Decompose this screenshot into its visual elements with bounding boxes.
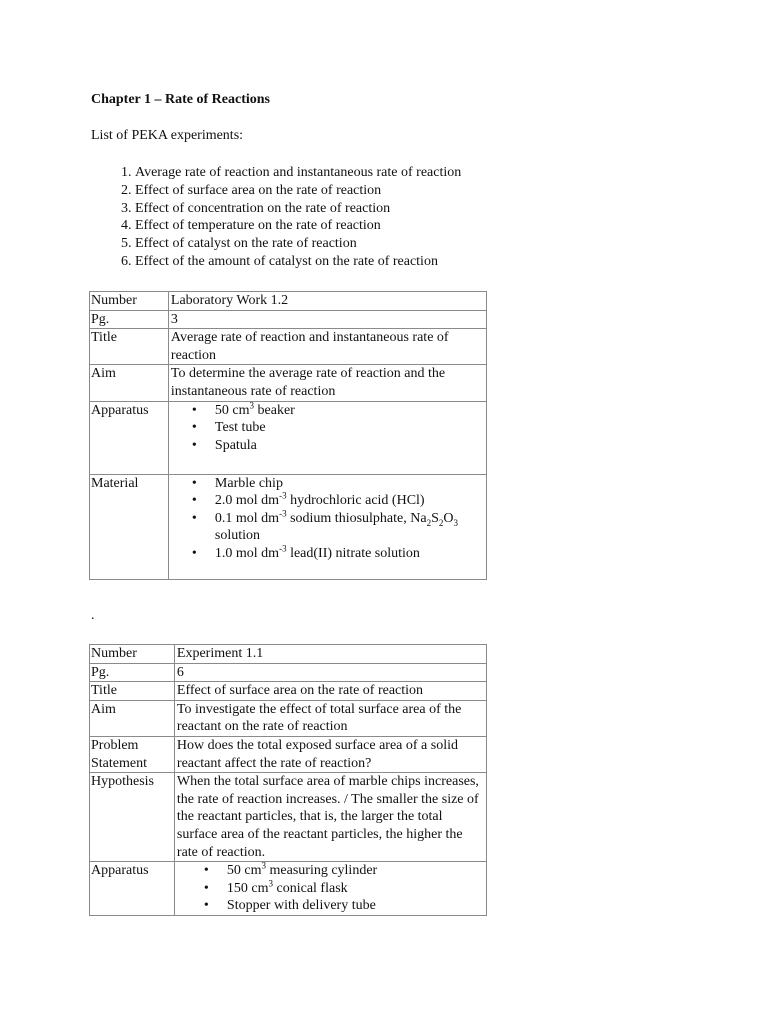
- table-row: [90, 682, 487, 701]
- list-item: • 1.0 mol $dm^{-3}$ lead(II) nitrate solution: [215, 545, 484, 563]
- list-item: • Marble chip: [215, 475, 484, 493]
- list-item: 1. Average rate of reaction and instantaneous rate of reaction: [135, 164, 461, 182]
- apparatus-cell: [174, 862, 486, 916]
- number-value: Experiment 1.1: [174, 645, 486, 664]
- row-label: Apparatus: [90, 862, 175, 916]
- list-item: 4. Effect of temperature on the rate of reaction: [135, 217, 461, 235]
- title-value: Average rate of reaction and instantaneous rate of reaction: [168, 329, 486, 365]
- hypothesis-value: When the total surface area of marble chips increases, the rate of reaction increases. / The smaller the size of the reactant particles, that is, the larger the total surface area of the reactant particles, the higher the rate of reaction.: [174, 773, 486, 862]
- row-label: Title: [90, 682, 175, 701]
- separator-dot: .: [91, 608, 95, 623]
- row-label: Title: [90, 329, 169, 365]
- list-item: • 0.1 mol $dm^{-3}$ sodium thiosulphate, $Na_2S_2O_3$ solution: [215, 510, 484, 545]
- apparatus-list: [177, 862, 484, 915]
- title-value: Effect of surface area on the rate of reaction: [174, 682, 486, 701]
- intro-text: List of PEKA experiments:: [91, 128, 244, 143]
- experiment-table: [89, 644, 487, 916]
- apparatus-list: [171, 399, 484, 455]
- page-value: 6: [174, 663, 486, 682]
- row-label: Pg.: [90, 663, 175, 682]
- aim-value: To investigate the effect of total surface area of the reactant on the rate of reaction: [174, 700, 486, 736]
- list-item: 5. Effect of catalyst on the rate of reaction: [135, 235, 461, 253]
- table-row: [90, 329, 487, 365]
- table-row: [90, 474, 487, 579]
- material-list: [171, 475, 484, 563]
- table-row: [90, 773, 487, 862]
- list-item: • Test tube: [215, 419, 484, 437]
- list-item: • 50 $cm^3$ beaker: [215, 402, 484, 420]
- list-item: • Spatula: [215, 437, 484, 455]
- row-label: Apparatus: [90, 401, 169, 474]
- row-label: Material: [90, 474, 169, 579]
- table-row: [90, 292, 487, 311]
- lab-work-table: [89, 291, 487, 580]
- material-cell: [168, 474, 486, 579]
- experiment-list: [91, 164, 461, 271]
- table-row: [90, 736, 487, 772]
- row-label: Aim: [90, 365, 169, 401]
- problem-value: How does the total exposed surface area of a solid reactant affect the rate of reaction?: [174, 736, 486, 772]
- row-label: Pg.: [90, 310, 169, 329]
- aim-value: To determine the average rate of reaction and the instantaneous rate of reaction: [168, 365, 486, 401]
- row-label: Number: [90, 645, 175, 664]
- list-item: • 150 $cm^3$ conical flask: [227, 880, 484, 898]
- list-item: 6. Effect of the amount of catalyst on the rate of reaction: [135, 253, 461, 271]
- table-row: [90, 700, 487, 736]
- list-item: • 50 $cm^3$ measuring cylinder: [227, 862, 484, 880]
- apparatus-cell: [168, 401, 486, 474]
- table-row: [90, 862, 487, 916]
- row-label: Number: [90, 292, 169, 311]
- list-item: • Stopper with delivery tube: [227, 897, 484, 915]
- row-label: Aim: [90, 700, 175, 736]
- table-row: [90, 663, 487, 682]
- list-item: • 2.0 mol $dm^{-3}$ hydrochloric acid (HCl): [215, 492, 484, 510]
- table-row: [90, 310, 487, 329]
- row-label: Hypothesis: [90, 773, 175, 862]
- table-row: [90, 645, 487, 664]
- page-value: 3: [168, 310, 486, 329]
- table-row: [90, 401, 487, 474]
- table-row: [90, 365, 487, 401]
- number-value: Laboratory Work 1.2: [168, 292, 486, 311]
- list-item: 3. Effect of concentration on the rate of reaction: [135, 200, 461, 218]
- chapter-heading: Chapter 1 – Rate of Reactions: [91, 92, 270, 107]
- list-item: 2. Effect of surface area on the rate of reaction: [135, 182, 461, 200]
- row-label: Problem Statement: [90, 736, 175, 772]
